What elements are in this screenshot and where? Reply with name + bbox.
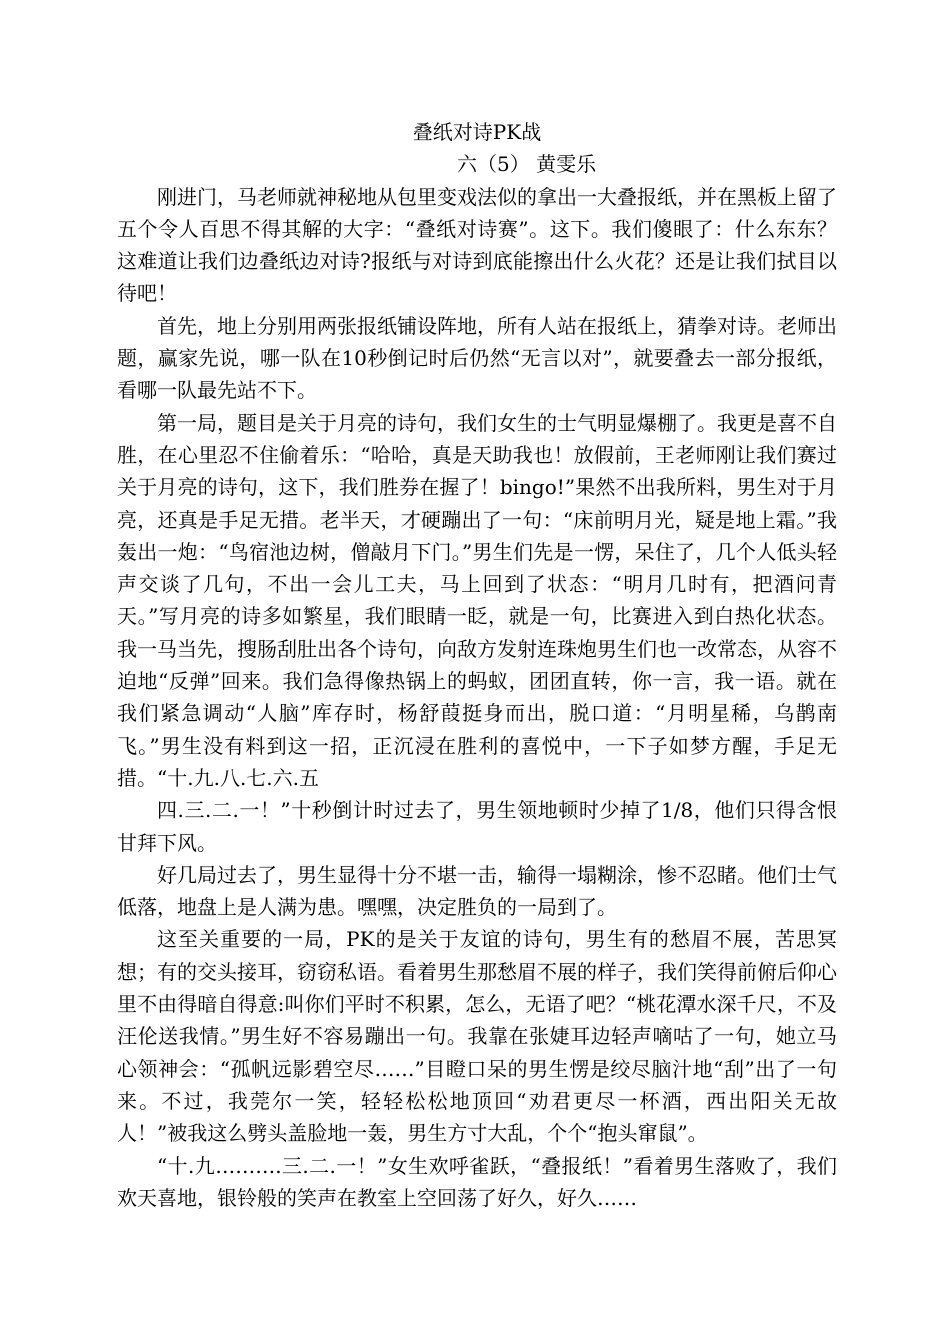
paragraph-2: 首先，地上分别用两张报纸铺设阵地，所有人站在报纸上，猜拳对诗。老师出题，赢家先说，哪一队在10秒倒记时后仍然“无言以对”，就要叠去一部分报纸，看哪一队最先站不下。 bbox=[117, 313, 837, 403]
paragraph-5: 好几局过去了，男生显得十分不堪一击，输得一塌糊涂，惨不忍睹。他们士气低落，地盘上是人满为患。嘿嘿，决定胜负的一局到了。 bbox=[117, 862, 837, 920]
author-byline: 六（5） 黄雯乐 bbox=[457, 152, 597, 177]
document-page bbox=[117, 116, 837, 1214]
paragraph-4: 四.三.二.一！”十秒倒计时过去了，男生领地顿时少掉了1/8，他们只得含恨甘拜下风。 bbox=[117, 798, 837, 855]
paragraph-1: 刚进门，马老师就神秘地从包里变戏法似的拿出一大叠报纸，并在黑板上留了五个令人百思不得其解的大字：“叠纸对诗赛”。这下。我们傻眼了：什么东东？这难道让我们边叠纸边对诗?报纸与对诗到底能擦出什么火花？还是让我们拭目以待吧！ bbox=[117, 184, 837, 306]
paragraph-3: 第一局，题目是关于月亮的诗句，我们女生的士气明显爆棚了。我更是喜不自胜，在心里忍不住偷着乐：“哈哈，真是天助我也！放假前，王老师刚让我们赛过关于月亮的诗句，这下，我们胜券在握了！bingo!”果然不出我所料，男生对于月亮，还真是手足无措。老半天，才硬蹦出了一句：“床前明月光，疑是地上霜。”我轰出一炮：“鸟宿池边树，僧敲月下门。”男生们先是一愣，呆住了，几个人低头轻声交谈了几句，不出一会儿工夫，马上回到了状态：“明月几时有，把酒问青天。”写月亮的诗多如繁星，我们眼睛一眨，就是一句，比赛进入到白热化状态。我一马当先，搜肠刮肚出各个诗句，向敌方发射连珠炮男生们也一改常态，从容不迫地“反弹”回来。我们急得像热锅上的蚂蚁，团团直转，你一言，我一语。就在我们紧急调动“人脑”库存时，杨舒葭挺身而出，脱口道：“月明星稀，乌鹊南飞。”男生没有料到这一招，正沉浸在胜利的喜悦中，一下子如梦方醒，手足无措。“十.九.八.七.六.五 bbox=[117, 410, 837, 790]
paragraph-6: 这至关重要的一局，PK的是关于友谊的诗句，男生有的愁眉不展，苦思冥想；有的交头接耳，窃窃私语。看着男生那愁眉不展的样子，我们笑得前俯后仰心里不由得暗自得意:叫你们平时不积累，怎么，无语了吧？“桃花潭水深千尺，不及汪伦送我情。”男生好不容易蹦出一句。我靠在张婕耳边轻声嘀咕了一句，她立马心领神会：“孤帆远影碧空尽……”目瞪口呆的男生愣是绞尽脑汁地“刮”出了一句来。不过，我莞尔一笑，轻轻松松地顶回“劝君更尽一杯酒，西出阳关无故人！”被我这么劈头盖脸地一轰，男生方寸大乱，个个“抱头窜鼠”。 bbox=[117, 927, 837, 1146]
paragraph-7: “十.九……….三.二.一！”女生欢呼雀跃，“叠报纸！”看着男生落败了，我们欢天喜地，银铃般的笑声在教室上空回荡了好久，好久…… bbox=[117, 1153, 837, 1210]
document-title: 叠纸对诗PK战 bbox=[412, 120, 542, 144]
